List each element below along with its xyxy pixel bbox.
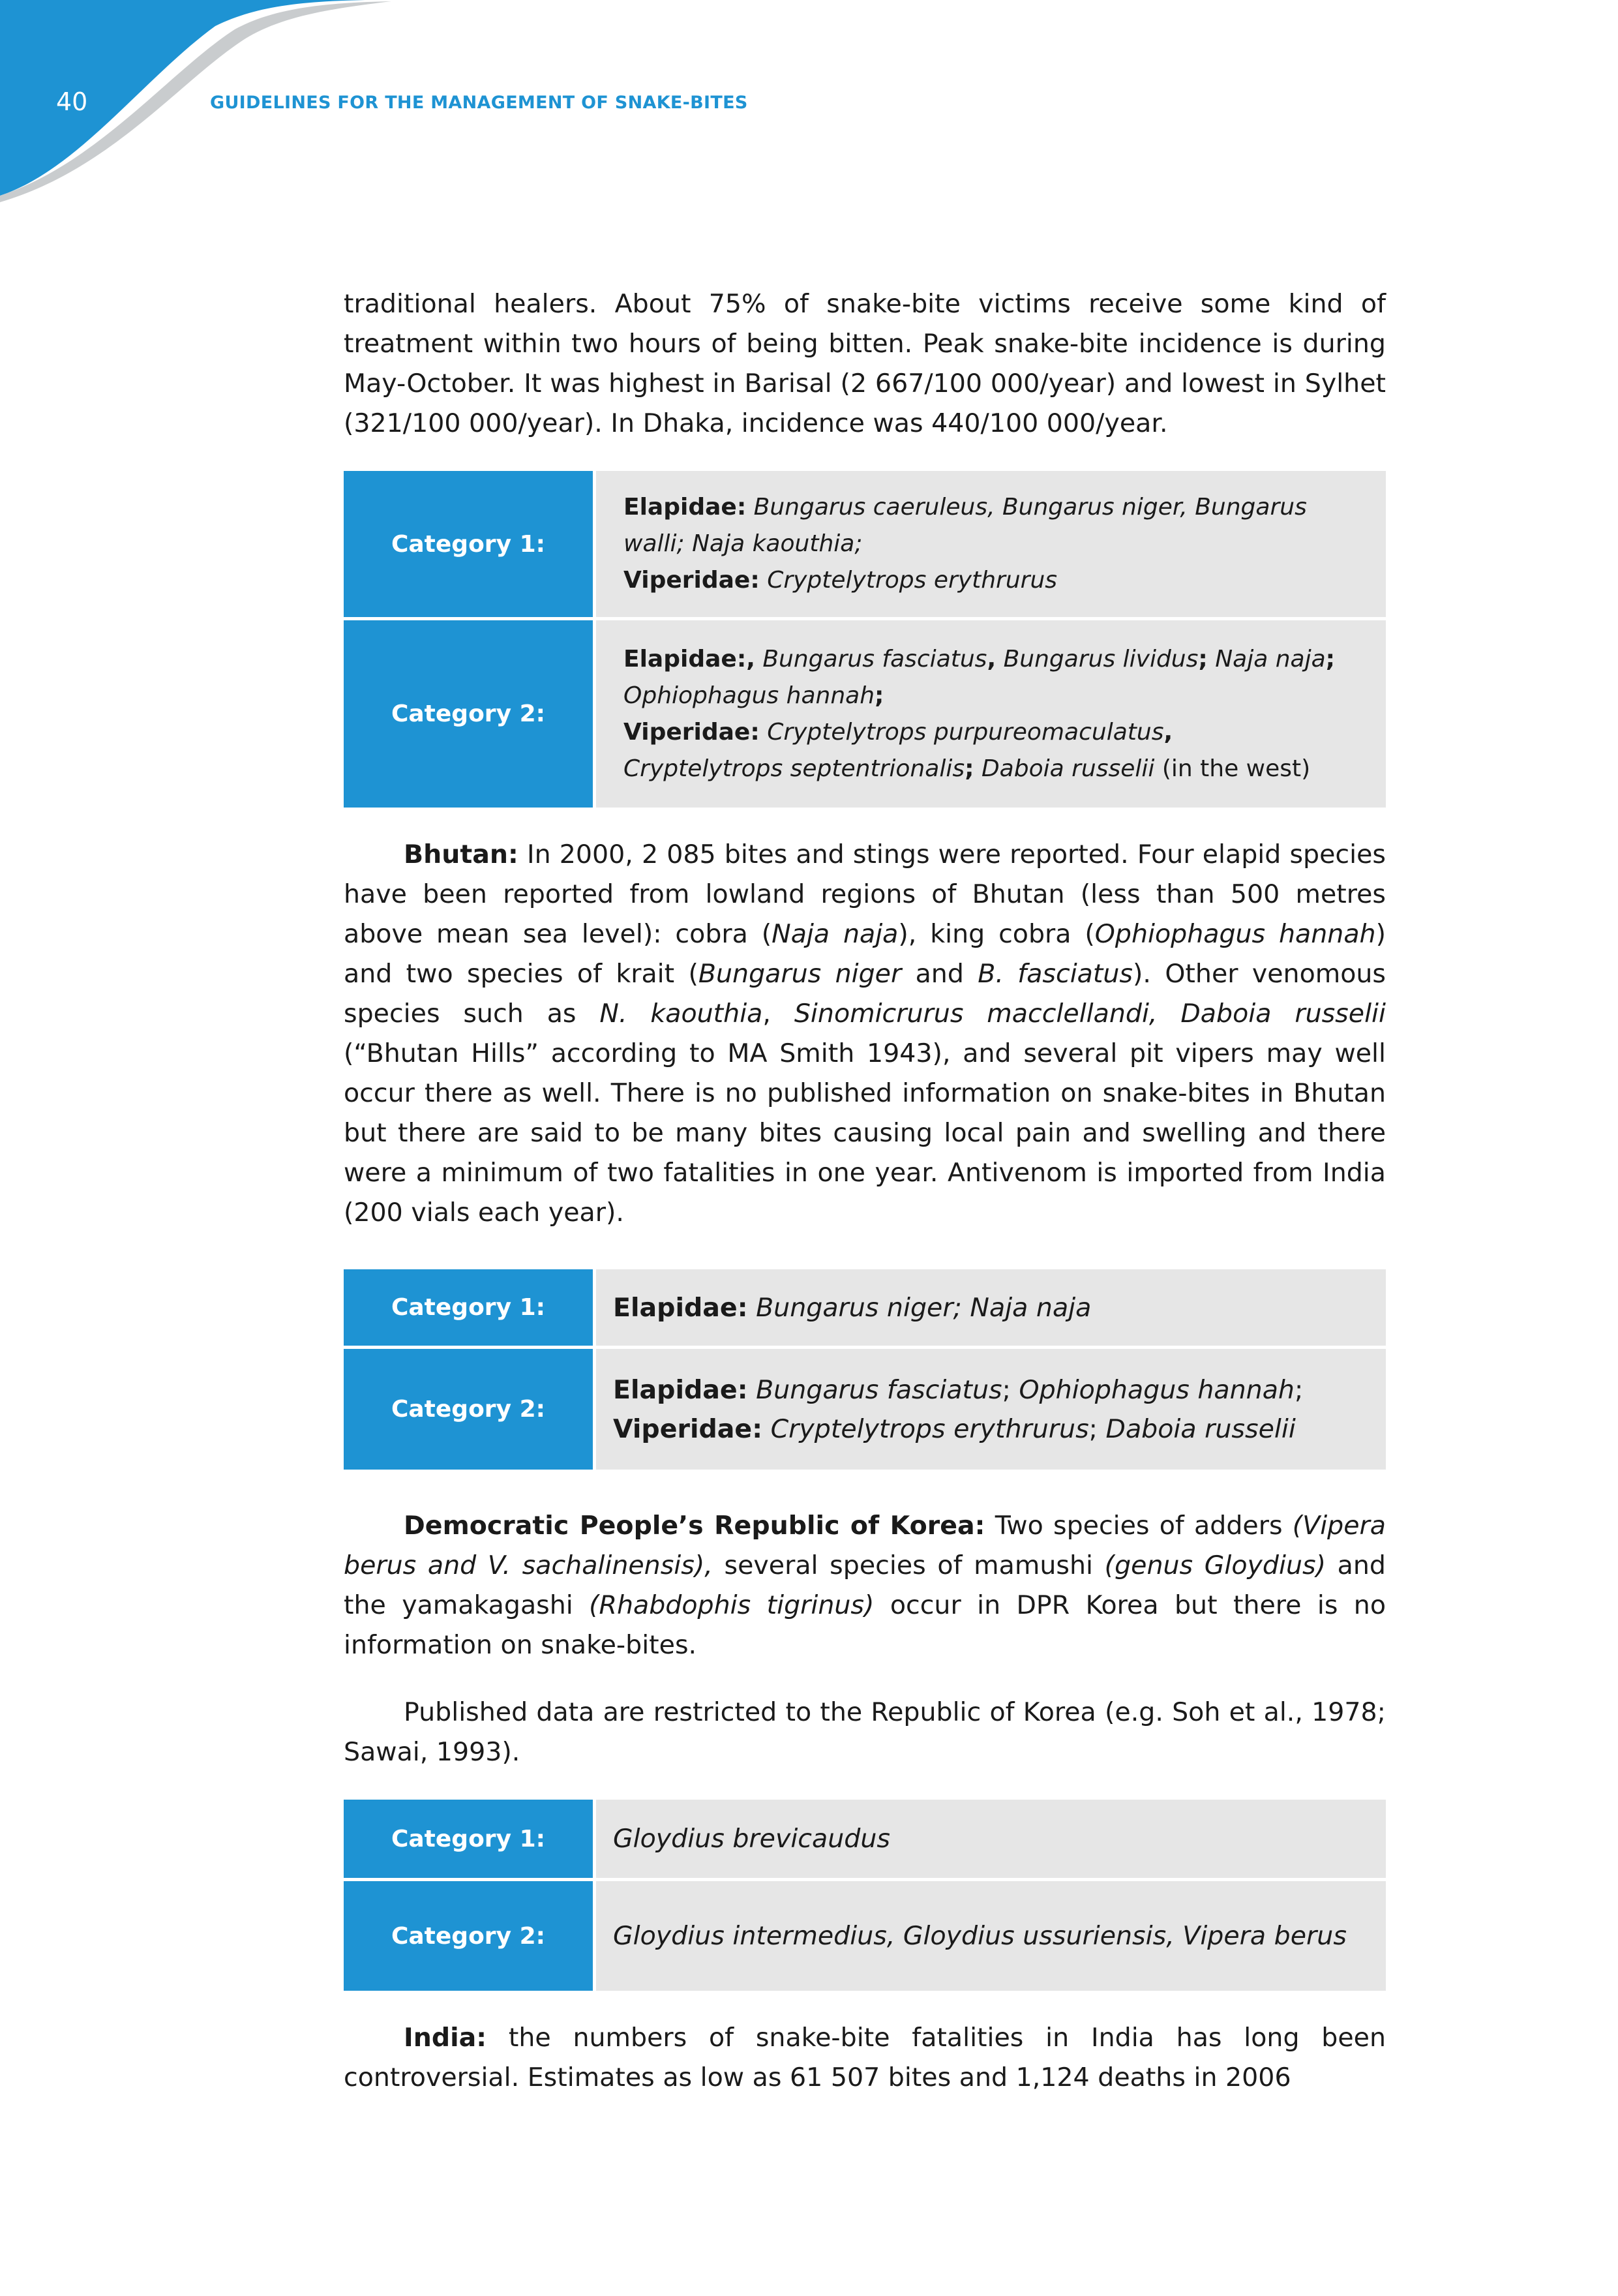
family-label: Elapidae: bbox=[623, 494, 747, 521]
text-run: , bbox=[762, 999, 794, 1029]
category-species bbox=[595, 1800, 1386, 1880]
family-label: Viperidae: bbox=[623, 567, 760, 594]
separator: ; bbox=[1002, 1374, 1011, 1405]
korea-published-data-paragraph: Published data are restricted to the Republic of Korea (e.g. Soh et al., 1978; Sawai, 1993). bbox=[344, 1697, 1386, 1767]
category-species bbox=[595, 471, 1386, 619]
text-run: ). Other venomous species such as bbox=[344, 959, 1386, 1029]
species-name: Daboia russelii bbox=[981, 755, 1155, 782]
text-run: Two species of adders bbox=[985, 1511, 1293, 1541]
species-name: Ophiophagus hannah bbox=[1094, 919, 1376, 949]
species-name: Cryptelytrops septentrionalis bbox=[623, 755, 965, 782]
table-row bbox=[344, 1800, 1386, 1880]
bhutan-category-table bbox=[344, 1269, 1386, 1470]
page-body bbox=[344, 284, 1386, 2098]
category-species bbox=[595, 1269, 1386, 1348]
species-name: Naja naja bbox=[1215, 645, 1326, 672]
category-label: Category 1: bbox=[344, 1269, 595, 1348]
running-head: GUIDELINES FOR THE MANAGEMENT OF SNAKE-BITES bbox=[210, 93, 748, 113]
species-name: Cryptelytrops purpureomaculatus bbox=[767, 718, 1164, 746]
species-name: Naja naja bbox=[772, 919, 899, 949]
category-label: Category 1: bbox=[344, 1800, 595, 1880]
category-label: Category 2: bbox=[344, 1880, 595, 1991]
page-number: 40 bbox=[56, 87, 88, 116]
text-run: and the yamakagashi bbox=[344, 1550, 1386, 1620]
family-label: Elapidae: bbox=[613, 1374, 748, 1405]
species-list: Gloydius brevicaudus bbox=[613, 1824, 890, 1854]
species-name: Bungarus fasciatus bbox=[762, 645, 987, 672]
species-list: Gloydius intermedius, Gloydius ussuriensis, Vipera berus bbox=[613, 1921, 1347, 1951]
separator: ; bbox=[1294, 1374, 1304, 1405]
table-row bbox=[344, 471, 1386, 619]
species-name: Bungarus fasciatus bbox=[756, 1374, 1002, 1405]
species-name: Ophiophagus hannah bbox=[1019, 1374, 1295, 1405]
category-species bbox=[595, 619, 1386, 808]
category-species bbox=[595, 1880, 1386, 1991]
species-list: Cryptelytrops erythrurus bbox=[767, 567, 1058, 594]
family-label: Elapidae:, bbox=[623, 645, 755, 672]
range-note: (in the west) bbox=[1161, 755, 1311, 782]
text-run: occur in DPR Korea but there is no information on snake-bites. bbox=[344, 1590, 1386, 1660]
family-label: Elapidae: bbox=[613, 1292, 748, 1323]
species-name: Cryptelytrops erythrurus bbox=[770, 1413, 1089, 1444]
species-name: B. fasciatus bbox=[978, 959, 1133, 989]
table-row bbox=[344, 1348, 1386, 1470]
text-run: the numbers of snake-bite fatalities in India has long been controversial. Estimates as low as 61 507 bites and 1,124 deaths in 2006 bbox=[344, 2023, 1386, 2092]
species-name: (genus Gloydius) bbox=[1104, 1550, 1326, 1580]
intro-paragraph: traditional healers. About 75% of snake-bite victims receive some kind of treatment within two hours of being bitten. Peak snake-bite incidence is during May-October. It was highest in Barisal (2 667/100 000/year) and lowest in Sylhet (321/100 000/year). In Dhaka, incidence was 440/100 000/year. bbox=[344, 289, 1386, 438]
bhutan-paragraph bbox=[344, 835, 1386, 1233]
family-label: Viperidae: bbox=[613, 1413, 763, 1444]
country-name: Bhutan: bbox=[404, 839, 518, 869]
india-paragraph bbox=[344, 2018, 1386, 2098]
category-label: Category 1: bbox=[344, 471, 595, 619]
korea-category-table bbox=[344, 1800, 1386, 1991]
separator: , bbox=[987, 645, 996, 672]
table-row bbox=[344, 619, 1386, 808]
species-name: N. kaouthia bbox=[599, 999, 763, 1029]
country-name: India: bbox=[404, 2023, 487, 2053]
species-list: Bungarus caeruleus, Bungarus niger, Bungarus walli; Naja kaouthia; bbox=[623, 494, 1307, 557]
country-name: Democratic People’s Republic of Korea: bbox=[404, 1511, 985, 1541]
species-name: Ophiophagus hannah bbox=[623, 682, 875, 709]
category-label: Category 2: bbox=[344, 1348, 595, 1470]
korea-paragraph bbox=[344, 1506, 1386, 1665]
species-name: Daboia russelii bbox=[1105, 1413, 1296, 1444]
species-name: Sinomicrurus macclellandi, Daboia russelii bbox=[794, 999, 1386, 1029]
separator: ; bbox=[1325, 645, 1336, 672]
species-name: Bungarus niger bbox=[698, 959, 902, 989]
separator: ; bbox=[875, 682, 884, 709]
text-run: several species of mamushi bbox=[712, 1550, 1105, 1580]
text-run: ), king cobra ( bbox=[898, 919, 1095, 949]
species-name: (Rhabdophis tigrinus) bbox=[589, 1590, 875, 1620]
separator: ; bbox=[1088, 1413, 1098, 1444]
category-species bbox=[595, 1348, 1386, 1470]
separator: ; bbox=[1198, 645, 1208, 672]
table-row bbox=[344, 1269, 1386, 1348]
text-run: ) and two species of krait ( bbox=[344, 919, 1386, 989]
separator: ; bbox=[965, 755, 974, 782]
text-run: In 2000, 2 085 bites and stings were reported. Four elapid species have been reported from lowland regions of Bhutan (less than 500 metres above mean sea level): cobra ( bbox=[344, 839, 1386, 949]
category-label: Category 2: bbox=[344, 619, 595, 808]
species-name: (Vipera berus and V. sachalinensis), bbox=[344, 1511, 1386, 1580]
species-name: Bungarus lividus bbox=[1003, 645, 1199, 672]
bangladesh-category-table bbox=[344, 471, 1386, 808]
table-row bbox=[344, 1880, 1386, 1991]
family-label: Viperidae: bbox=[623, 718, 760, 746]
text-run: (“Bhutan Hills” according to MA Smith 1943), and several pit vipers may well occur there as well. There is no published information on snake-bites in Bhutan but there are said to be many bites causing local pain and swelling and there were a minimum of two fatalities in one year. Antivenom is imported from India (200 vials each year). bbox=[344, 1038, 1386, 1228]
separator: , bbox=[1163, 718, 1173, 746]
species-list: Bungarus niger; Naja naja bbox=[756, 1292, 1092, 1323]
text-run: and bbox=[901, 959, 978, 989]
